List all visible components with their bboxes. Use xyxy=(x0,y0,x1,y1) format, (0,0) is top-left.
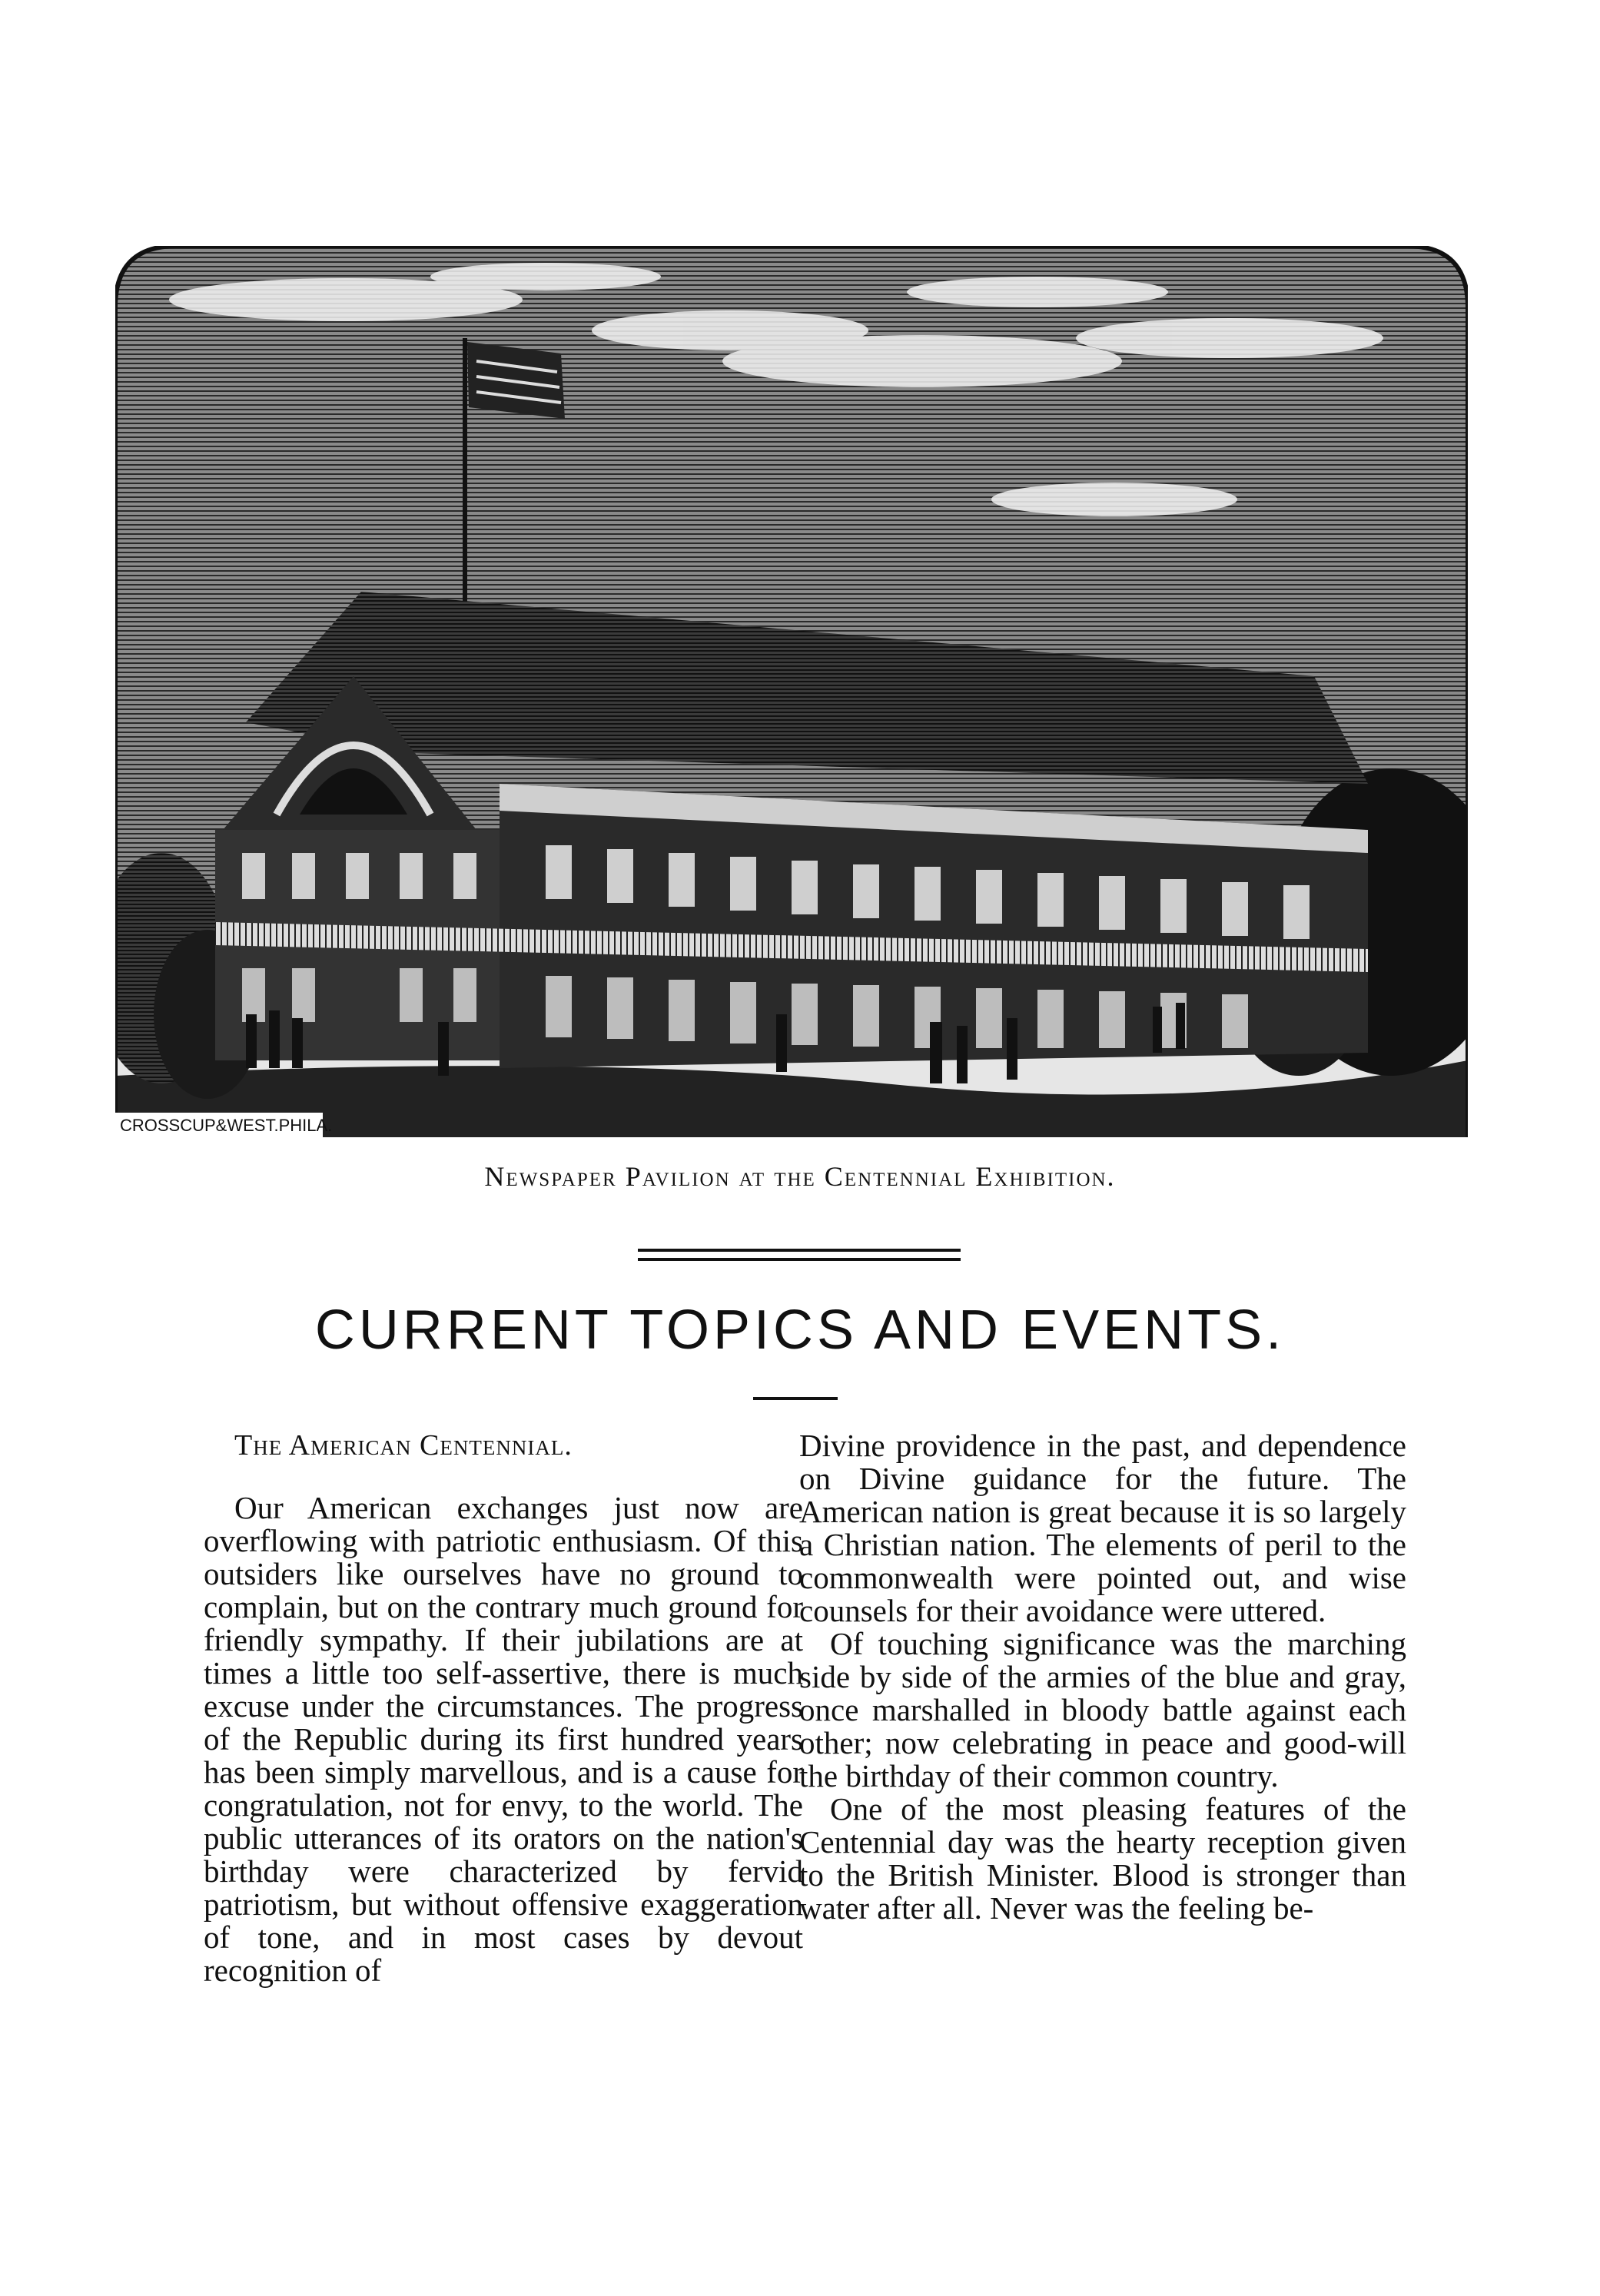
article-paragraph: Of touching significance was the marching side by side of the armies of the blue and gray, once marshalled in bloody battle against each other; now celebrating in peace and good-will the birthday of their common country. xyxy=(799,1626,1406,1793)
article-column-left xyxy=(204,1429,803,1987)
article-paragraph: Divine providence in the past, and dependence on Divine guidance for the future. The American nation is great because it is so largely a Christian nation. The elements of peril to the commonwealth were pointed out, and wise counsels for their avoidance were uttered. xyxy=(799,1428,1406,1628)
article-paragraph: One of the most pleasing features of the Centennial day was the hearty reception given to the British Minister. Blood is stronger than water after all. Never was the feeling be- xyxy=(799,1791,1406,1926)
double-rule-divider xyxy=(638,1249,961,1264)
article-column-right xyxy=(799,1429,1406,1925)
figure-caption: Newspaper Pavilion at the Centennial Exhibition. xyxy=(484,1161,1116,1192)
engraver-signature: CROSSCUP&WEST.PHILA. xyxy=(120,1116,333,1135)
engraving-svg xyxy=(115,246,1468,1137)
short-rule-divider xyxy=(753,1397,838,1400)
article-heading: The American Centennial. xyxy=(234,1429,573,1462)
article-paragraph: Our American exchanges just now are overflowing with patriotic enthusiasm. Of this outsiders like ourselves have no ground to complain, but on the contrary much ground for friendly sympathy. If their jubilations are at times a little too self-assertive, there is much excuse under the circumstances. The progress of the Republic during its first hundred years has been simply marvellous, and is a cause for congratulation, not for envy, to the world. The public utterances of its orators on the nation's birthday were characterized by fervid patriotism, but without offensive exaggeration of tone, and in most cases by devout recognition of xyxy=(204,1490,803,1988)
pavilion-engraving xyxy=(115,246,1468,1137)
section-title: CURRENT TOPICS AND EVENTS. xyxy=(314,1299,1286,1361)
